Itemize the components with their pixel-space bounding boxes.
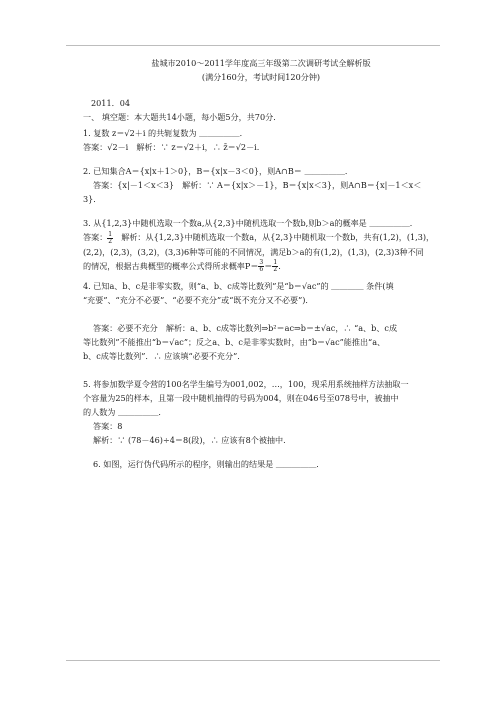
- answer-4-line-1: 答案：必要不充分 解析：a、b、c成等比数列⇒b²＝ac⇒b＝±√ac，∴ “a、b、c成: [93, 323, 398, 333]
- fraction-numerator: 1: [273, 259, 278, 266]
- answer-2-line-1: 答案：{x|－1＜x＜3} 解析：∵ A＝{x|x＞－1}，B＝{x|x＜3}，则A∩B＝{x|－1＜x＜: [93, 180, 422, 190]
- question-5-line-3: 的人数为 ＿＿＿＿＿．: [83, 407, 167, 417]
- question-5-line-1: 5. 将参加数学夏令营的100名学生编号为001,002，…，100，现采用系统抽样方法抽取一: [83, 379, 409, 389]
- fraction-numerator: 1: [108, 230, 113, 238]
- answer-3-rest: 解析：从{1,2,3}中随机选取一个数a，从{2,3}中随机取一个数b，共有(1,2)，(1,3)，: [113, 232, 435, 242]
- question-5-line-2: 个容量为25的样本，且第一段中随机抽得的号码为004，则在046号至078号中，被抽中: [83, 393, 399, 403]
- document-subtitle: (满分160分，考试时间120分钟): [201, 72, 321, 82]
- fraction-numerator: 3: [259, 259, 264, 266]
- question-4-line-1: 4. 已知a、b、c是非零实数，则“a、b、c成等比数列”是“b＝√ac”的 ＿＿＿＿ 条件(填: [83, 281, 394, 291]
- answer-5-line-1: 答案：8: [93, 421, 123, 431]
- answer-3-prefix: 答案：: [83, 232, 108, 242]
- question-6: 6. 如图，运行伪代码所示的程序，则输出的结果是 ＿＿＿＿＿．: [93, 459, 325, 469]
- answer-1: 答案：√2－i 解析：∵ z＝√2＋i，∴ z̄＝√2－i.: [83, 142, 260, 152]
- answer-5-line-2: 解析：∵ (78－46)÷4＝8(段)，∴ 应该有8个被抽中.: [93, 435, 286, 445]
- answer-3-line-1: [83, 230, 439, 245]
- answer-4-line-2: 等比数列”不能推出“b＝√ac”；反之a、b、c是非零实数时，由“b＝√ac”能推出“a、: [83, 337, 386, 347]
- top-rule: [66, 45, 440, 46]
- answer-3-line-2: (2,2)，(2,3)，(3,2)，(3,3)6种等可能的不同情况，满足b＞a的有(1,2)，(1,3)，(2,3)3种不同: [83, 246, 424, 257]
- document-body: [83, 52, 439, 471]
- answer-3-line-3-text: 的情况，根据古典概型的概率公式得所求概率P＝: [83, 260, 259, 271]
- answer-2-line-2: 3}．: [83, 194, 102, 204]
- question-3: 3. 从{1,2,3}中随机选取一个数a,从{2,3}中随机选取一个数b,则b＞a的概率是 ＿＿＿＿＿．: [83, 218, 418, 228]
- answer-3-line-3: [83, 259, 439, 274]
- fraction-denominator: 6: [259, 266, 264, 273]
- fraction-denominator: 2: [273, 266, 278, 273]
- question-4-line-2: “充要”、“充分不必要”、“必要不充分”或“既不充分又不必要”)．: [83, 295, 314, 305]
- period: .: [278, 260, 281, 271]
- equals-sign: ＝: [264, 260, 273, 271]
- question-1: 1. 复数 z＝√2＋i 的共轭复数为 ＿＿＿＿＿．: [83, 128, 248, 138]
- question-2: 2. 已知集合A＝{x|x＋1＞0}，B＝{x|x－3＜0}，则A∩B＝ ＿＿＿＿＿．: [83, 166, 354, 176]
- bottom-rule: [66, 660, 440, 661]
- section-heading: 一、 填空题：本大题共14小题，每小题5分，共70分．: [83, 112, 282, 122]
- document-title: 盐城市2010～2011学年度高三年级第二次调研考试全解析版: [151, 58, 371, 68]
- document-date: 2011．04: [91, 98, 130, 108]
- fraction-denominator: 2: [108, 237, 113, 245]
- answer-4-line-3: b、c成等比数列”．∴ 应该填“必要不充分”．: [83, 351, 246, 361]
